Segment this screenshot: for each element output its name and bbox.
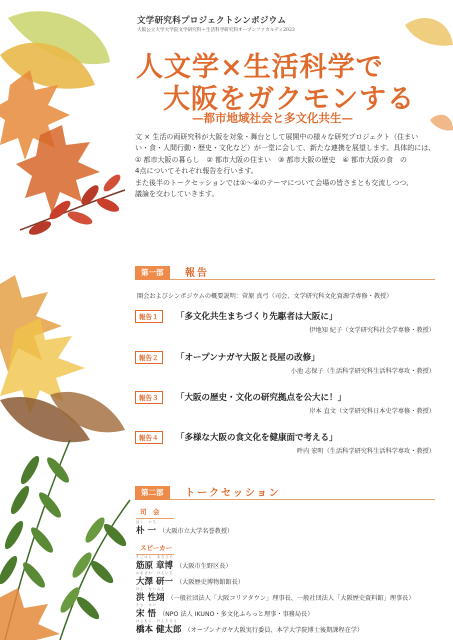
person-name: 筋原 章博: [136, 561, 173, 571]
report-title: 「大阪の歴史・文化の研究拠点を公大に！」: [176, 393, 347, 403]
report-tag: 報告１: [135, 310, 163, 323]
leaf-icon: [101, 521, 129, 549]
event-name: 文学研究科プロジェクトシンポジウム: [137, 16, 287, 26]
moderator: [136, 520, 233, 536]
part1-title: 報告: [185, 268, 209, 279]
divider: [136, 518, 174, 519]
leaf-icon: [74, 594, 102, 622]
leaf-icon: [28, 525, 56, 556]
maple-leaf-icon: [0, 588, 60, 640]
leaf-icon: [50, 392, 125, 432]
leaf-icon: [0, 43, 95, 89]
maple-leaf-icon: [0, 275, 62, 372]
report-presenter: 伊地知 紀子（文学研究科社会学専修・教授）: [309, 327, 435, 334]
name-reading: おおざわ けんいち: [136, 571, 174, 575]
speaker: [136, 555, 232, 571]
leaf-icon: [101, 172, 123, 194]
organizers: 大阪公立大学大学院文学研究科＋生活科学研究科オープンファカルティ2023: [137, 28, 295, 33]
speaker: [136, 571, 244, 587]
person-affiliation: （大阪市立大学名誉教授）: [158, 528, 234, 535]
leaf-icon: [47, 198, 73, 222]
intro-line: い・食・人間行動・歴史・文化など）が一堂に会して、新たな連携を展望します。具体的には、: [135, 144, 436, 153]
frond-stem-icon: [5, 440, 70, 640]
report-tag: 報告４: [135, 431, 163, 444]
leaf-icon: [430, 115, 453, 131]
person-name: 朴 一: [136, 526, 156, 536]
leaf-icon: [18, 454, 43, 487]
intro-line: 4点についてそれぞれ報告を行います。: [135, 167, 258, 176]
name-reading: そう せい: [136, 603, 157, 607]
leaf-icon: [57, 585, 82, 615]
maple-leaf-icon: [0, 318, 85, 414]
speaker: [136, 603, 313, 619]
maple-leaf-icon: [16, 125, 100, 214]
branch-icon: [20, 190, 125, 230]
leaf-icon: [88, 558, 116, 586]
intro-paragraph: [135, 132, 435, 200]
person-affiliation: （オープンナガヤ大阪実行委員、本学大学院博士後期課程在学）: [184, 627, 364, 634]
report-tag: 報告３: [135, 391, 163, 404]
leaf-icon: [95, 195, 121, 214]
person-name: 橋本 健太郎: [136, 625, 182, 635]
subtitle: —都市地域社会と多文化共生—: [192, 111, 353, 125]
leaf-icon: [0, 554, 20, 587]
report-presenter: 岸本 直文（文学研究科日本史学専修・教授）: [309, 408, 435, 415]
speaker-label: スピーカー: [140, 544, 173, 552]
leaf-icon: [69, 550, 94, 580]
intro-line: また後半のトークセッションでは①〜④のテーマについて会場の皆さまとも交流しつつ、: [135, 178, 413, 187]
leaf-icon: [78, 183, 101, 208]
intro-line: ① 都市大阪の暮らし ② 都市大阪の住まい ③ 都市大阪の歴史 ④ 都市大阪の食 の: [135, 155, 408, 164]
leaf-icon: [36, 490, 64, 521]
report-tag: 報告２: [135, 351, 163, 364]
leaf-icon: [0, 397, 90, 442]
report-presenter: 吽内 宏明（生活科学研究科生活科学専攻・教授）: [296, 448, 435, 455]
name-reading: すごはら あきひろ: [136, 555, 174, 559]
intro-line: 文 × 生活の両研究科が大阪を対象・舞台として展開中の様々な研究プロジェクト（住まい: [135, 133, 419, 141]
leaf-icon: [2, 519, 27, 552]
leaf-icon: [27, 218, 53, 237]
name-reading: ほん せいみん: [136, 587, 166, 591]
opening-remarks: 開会およびシンポジウムの概要説明：菅原 真弓（司会、文学研究科文化資源学専修・教授）: [137, 293, 393, 300]
leaf-icon: [8, 484, 33, 517]
leaf-icon: [44, 455, 72, 486]
part1-header: [135, 266, 435, 280]
intro-line: 議論を交わしていきます。: [135, 190, 219, 199]
title-line-1: 人文学×生活科学で: [136, 52, 384, 83]
part1-tag: 第一部: [135, 266, 170, 280]
report-presenter: 小池 志保子（生活科学研究科生活科学専攻・教授）: [290, 368, 435, 375]
report-title: 「多様な大阪の食文化を健康面で考える」: [176, 433, 338, 443]
frond-stem-icon: [60, 500, 130, 640]
part2-tag: 第二部: [135, 486, 170, 500]
person-affiliation: （大阪歴史博物館館長）: [175, 579, 245, 586]
report-title: 「多文化共生まちづくり先駆者は大阪に」: [176, 312, 338, 322]
person-affiliation: （一般社団法人「大阪コリアタウン」理事長、一般社団法人「大阪歴史資料館」理事長）: [167, 595, 415, 602]
title-line-2: 大阪をガクモンする: [163, 84, 415, 115]
person-affiliation: （大阪市生野区長）: [175, 563, 232, 570]
maple-leaf-icon: [0, 70, 70, 160]
leaf-icon: [20, 560, 48, 591]
person-affiliation: （NPO 法人 IKUNO・多文化ふらっと理事・事務局長）: [158, 611, 314, 618]
leaf-icon: [8, 11, 110, 64]
name-reading: はしもと けんたろう: [136, 619, 178, 623]
person-name: 洪 性翊: [136, 593, 165, 603]
speaker: [136, 587, 415, 603]
moderator-label: 司 会: [140, 508, 160, 516]
name-reading: ぼく いち: [136, 520, 157, 524]
report-title: 「オープンナガヤ大阪と長屋の改修」: [176, 353, 320, 363]
leaf-icon: [82, 515, 107, 545]
person-name: 宋 悟: [136, 609, 156, 619]
person-name: 大澤 研一: [136, 577, 173, 587]
speaker: [136, 619, 363, 635]
part2-header: [135, 486, 435, 500]
leaf-icon: [405, 18, 453, 46]
leaf-icon: [66, 209, 94, 227]
part2-title: トークセッション: [185, 488, 281, 499]
